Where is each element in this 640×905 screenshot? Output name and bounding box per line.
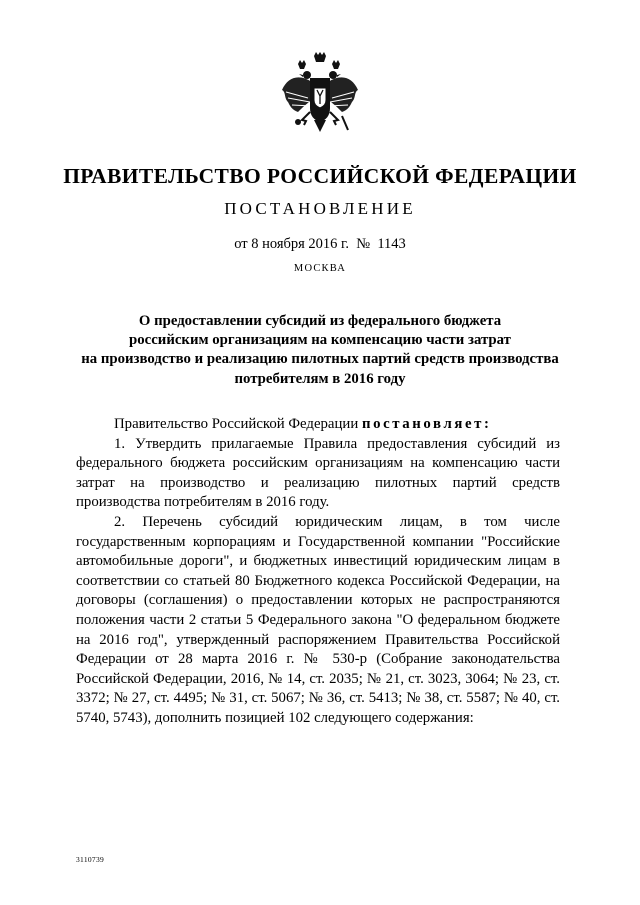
- decree-body: [76, 415, 560, 729]
- title-line: на производство и реализацию пилотных партий средств производства: [81, 351, 559, 368]
- government-name: ПРАВИТЕЛЬСТВО РОССИЙСКОЙ ФЕДЕРАЦИИ: [63, 164, 577, 188]
- paragraph-2: 2. Перечень субсидий юридическим лицам, в том числе государственным корпорациям и Государственной компании "Российские автомобильные дороги", и бюджетных инвестиций юридическим лицам в соответствии со статьей 80 Бюджетного кодекса Российской Федерации, на договоры (соглашения) о предоставлении которых не распространяются положения части 2 статьи 5 Федерального закона "О федеральном бюджете на 2016 год", утвержденный распоряжением Правительства Российской Федерации от 28 марта 2016 г. № 530-р (Собрание законодательства Российской Федерации, 2016, № 14, ст. 2035; № 21, ст. 3023, 3064; № 23, ст. 3372; № 27, ст. 4495; № 31, ст. 5067; № 36, ст. 5413; № 38, ст. 5587; № 40, ст. 5740, 5743), дополнить позицией 102 следующего содержания:: [76, 513, 560, 726]
- title-line: российским организациям на компенсацию части затрат: [129, 332, 511, 349]
- coat-of-arms-emblem: [276, 50, 364, 140]
- intro-paragraph: [76, 415, 560, 435]
- title-line: О предоставлении субсидий из федерального бюджета: [138, 313, 502, 329]
- document-code: 3110739: [76, 855, 105, 864]
- date-and-number: от 8 ноября 2016 г. № 1143: [234, 236, 406, 252]
- document-type: ПОСТАНОВЛЕНИЕ: [224, 199, 416, 218]
- paragraph-1: 1. Утвердить прилагаемые Правила предоставления субсидий из федерального бюджета российским организациям на компенсацию части затрат на производство и реализацию пилотных партий средств производства потребителям в 2016 году.: [76, 435, 560, 511]
- city-name: МОСКВА: [293, 263, 347, 274]
- title-line: потребителям в 2016 году: [234, 370, 406, 387]
- decree-title: [60, 312, 580, 389]
- resolution-verb: постановляет:: [361, 416, 492, 432]
- intro-text: Правительство Российской Федерации: [114, 416, 362, 432]
